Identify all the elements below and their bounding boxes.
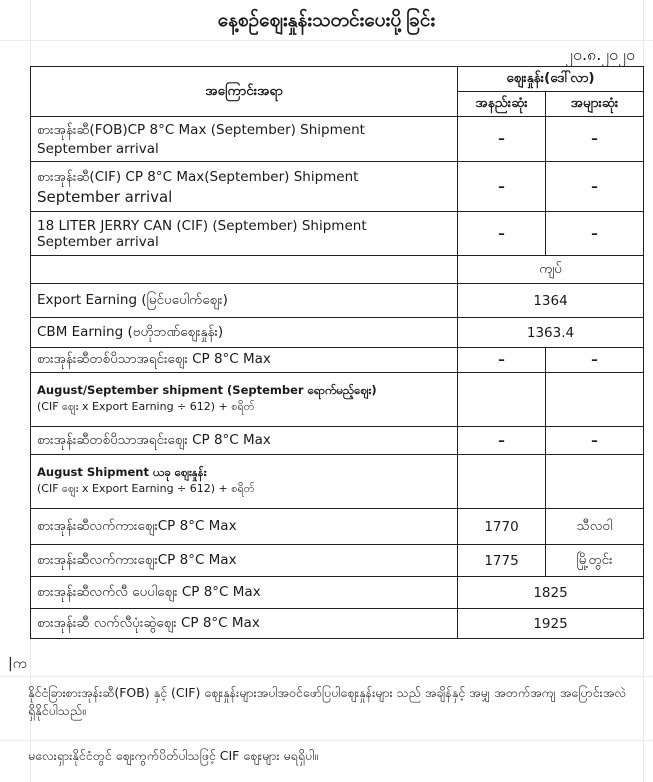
empty-cell [546, 373, 644, 427]
max-value: – [546, 162, 644, 212]
formula-cell [31, 373, 458, 427]
note-text-2: မလေးရှားနိုင်ငံတွင် ဈေးကွက်ပိတ်ပါသဖြင့် CIF ဈေးများ မရရှိပါ။ [28, 748, 319, 763]
report-date: ၂၀.၈.၂၀၂၀ [565, 45, 635, 64]
empty-cell [458, 373, 546, 427]
header-row [31, 67, 644, 92]
tank-price-label: စားအုန်းဆီတစ်ပိသာအရင်းဈေး CP 8°C Max [31, 427, 458, 455]
location-label: မြို့တွင်း [546, 545, 644, 577]
note-text: နိုင်ငံခြားစားအုန်းဆီ(FOB) နှင့် (CIF) ဈေးနှုန်းများအပါအဝင်ဖော်ပြပါဈေးနှုန်းများ သည် အချိန်နှင့် အမျှ အတက်အကျ အပြောင်းအလဲရှိနိုင်ပါသည်။ [28, 685, 626, 718]
row-label [31, 117, 458, 162]
formula-text: (CIF ဈေး x Export Earning ÷ 612) + စရိတ် [37, 482, 255, 495]
table-row [31, 577, 644, 609]
wholesale-price-value: 1770 [458, 509, 546, 545]
min-value: – [458, 427, 546, 455]
cbm-earning-value: 1363.4 [458, 318, 644, 348]
col-header-item: အကြောင်းအရာ [31, 67, 458, 117]
pail-price-value: 1825 [458, 577, 644, 609]
row-label-line2: September arrival [37, 187, 173, 206]
note-marker: |က [8, 656, 27, 672]
unit-row [31, 256, 644, 284]
max-value: – [546, 212, 644, 256]
row-label-line1: စားအုန်းဆီ(CIF) CP 8°C Max(September) Shipment [37, 168, 359, 185]
max-value: – [546, 427, 644, 455]
table-row [31, 284, 644, 318]
formula-cell [31, 455, 458, 509]
empty-cell [458, 455, 546, 509]
table-row [31, 318, 644, 348]
col-header-max: အများဆုံး [546, 92, 644, 117]
pail-price-label: စားအုန်းဆီလက်လီ ပေပါဈေး CP 8°C Max [31, 577, 458, 609]
row-label-line1: 18 LITER JERRY CAN (CIF) (September) Shipment [37, 217, 367, 234]
col-header-price: ဈေးနှုန်း(ဒေါ်လာ) [458, 67, 644, 92]
table-row [31, 609, 644, 639]
min-value: – [458, 117, 546, 162]
tank-price-label: စားအုန်းဆီတစ်ပိသာအရင်းဈေး CP 8°C Max [31, 348, 458, 373]
grid-line [0, 740, 653, 741]
formula-text: (CIF ဈေး x Export Earning ÷ 612) + စရိတ် [37, 400, 255, 413]
min-value: – [458, 162, 546, 212]
price-table [30, 66, 644, 639]
min-value: – [458, 348, 546, 373]
table-row [31, 455, 644, 509]
grid-line [0, 676, 653, 677]
bottle-price-label: စားအုန်းဆီ လက်လီပုံးဆွဲဈေး CP 8°C Max [31, 609, 458, 639]
row-label-line2: September arrival [37, 141, 159, 157]
row-label [31, 162, 458, 212]
table-row [31, 373, 644, 427]
formula-heading: August/September shipment (September ရောက်မည့်ဈေး) [37, 383, 377, 397]
table-row [31, 162, 644, 212]
table-row [31, 212, 644, 256]
unit-label: ကျပ် [458, 256, 644, 284]
wholesale-price-value: 1775 [458, 545, 546, 577]
row-label-line2: September arrival [37, 233, 159, 250]
table-row [31, 509, 644, 545]
location-label: သီလဝါ [546, 509, 644, 545]
export-earning-value: 1364 [458, 284, 644, 318]
table-row [31, 117, 644, 162]
bottle-price-value: 1925 [458, 609, 644, 639]
cbm-earning-label: CBM Earning (ဗဟိုဘဏ်ဈေးနှုန်း) [31, 318, 458, 348]
max-value: – [546, 348, 644, 373]
max-value: – [546, 117, 644, 162]
wholesale-price-label: စားအုန်းဆီလက်ကားဈေးCP 8°C Max [31, 545, 458, 577]
grid-line [0, 40, 653, 41]
page-title: နေ့စဉ်ဈေးနှုန်းသတင်းပေးပို့ခြင်း [217, 9, 436, 31]
min-value: – [458, 212, 546, 256]
table-row [31, 427, 644, 455]
row-label [31, 212, 458, 256]
wholesale-price-label: စားအုန်းဆီလက်ကားဈေးCP 8°C Max [31, 509, 458, 545]
empty-cell [546, 455, 644, 509]
row-label-line1: စားအုန်းဆီ(FOB)CP 8°C Max (September) Shipment [37, 122, 365, 138]
export-earning-label: Export Earning (မြင်ပပေါက်ဈေး) [31, 284, 458, 318]
col-header-min: အနည်းဆုံး [458, 92, 546, 117]
table-row [31, 545, 644, 577]
empty-cell [31, 256, 458, 284]
table-row [31, 348, 644, 373]
formula-heading: August Shipment ယခု ဈေးနှုန်း [37, 465, 207, 479]
